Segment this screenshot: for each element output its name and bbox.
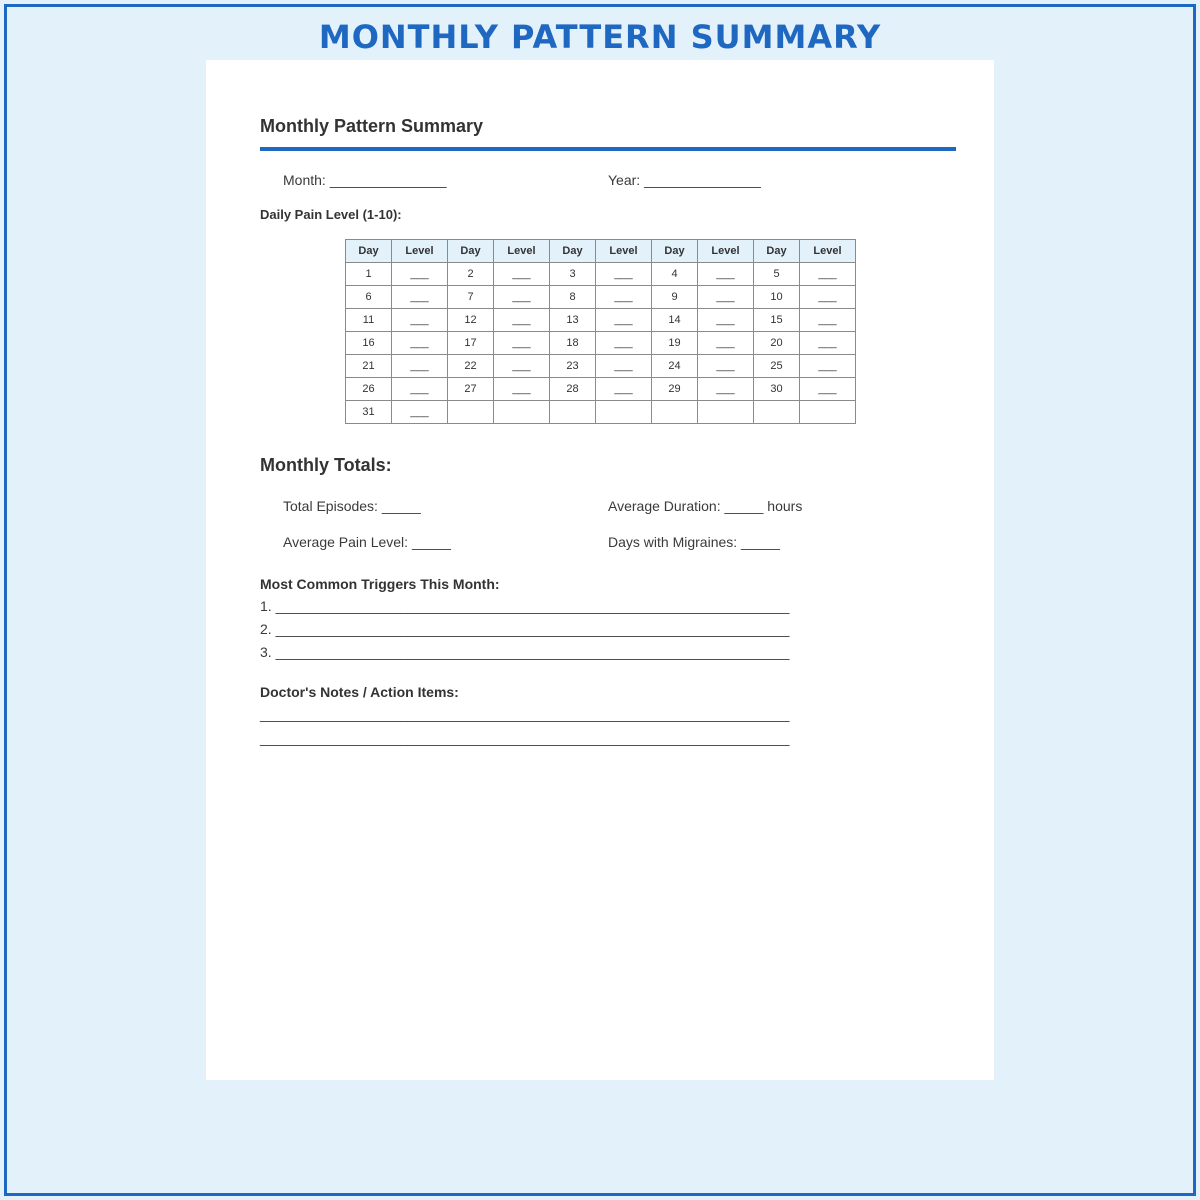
- level-cell[interactable]: ___: [800, 378, 856, 401]
- column-header: Level: [596, 240, 652, 263]
- day-cell: 20: [754, 332, 800, 355]
- document-title: Monthly Pattern Summary: [260, 116, 484, 136]
- level-cell[interactable]: ___: [392, 401, 448, 424]
- table-row: [346, 286, 856, 309]
- level-cell[interactable]: ___: [494, 263, 550, 286]
- day-cell: 2: [448, 263, 494, 286]
- column-header: Day: [652, 240, 698, 263]
- banner-title: MONTHLY PATTERN SUMMARY: [318, 18, 882, 56]
- day-cell: 24: [652, 355, 698, 378]
- level-cell[interactable]: ___: [392, 286, 448, 309]
- total-episodes-field[interactable]: Total Episodes: _____: [283, 498, 421, 514]
- level-cell[interactable]: ___: [494, 286, 550, 309]
- day-cell: 12: [448, 309, 494, 332]
- table-row: [346, 263, 856, 286]
- level-cell[interactable]: ___: [800, 332, 856, 355]
- triggers-heading: Most Common Triggers This Month:: [260, 576, 500, 592]
- level-cell[interactable]: ___: [698, 332, 754, 355]
- day-cell: 17: [448, 332, 494, 355]
- level-cell[interactable]: ___: [494, 355, 550, 378]
- level-cell[interactable]: ___: [698, 286, 754, 309]
- level-cell: [596, 401, 652, 424]
- day-cell: 25: [754, 355, 800, 378]
- level-cell[interactable]: ___: [596, 378, 652, 401]
- day-cell: [754, 401, 800, 424]
- title-divider: [260, 147, 956, 151]
- table-row: [346, 309, 856, 332]
- day-cell: 9: [652, 286, 698, 309]
- level-cell[interactable]: ___: [392, 378, 448, 401]
- column-header: Day: [346, 240, 392, 263]
- level-cell[interactable]: ___: [800, 355, 856, 378]
- level-cell[interactable]: ___: [800, 309, 856, 332]
- level-cell[interactable]: ___: [596, 355, 652, 378]
- column-header: Day: [754, 240, 800, 263]
- level-cell[interactable]: ___: [596, 286, 652, 309]
- day-cell: 13: [550, 309, 596, 332]
- table-row: [346, 401, 856, 424]
- day-cell: 4: [652, 263, 698, 286]
- trigger-line[interactable]: 3. __________________________________________________________________: [260, 644, 790, 660]
- daily-pain-table: [345, 239, 856, 424]
- column-header: Level: [392, 240, 448, 263]
- notes-line[interactable]: ____________________________________________________________________: [260, 706, 790, 722]
- column-header: Level: [494, 240, 550, 263]
- average-pain-field[interactable]: Average Pain Level: _____: [283, 534, 451, 550]
- trigger-line[interactable]: 1. __________________________________________________________________: [260, 598, 790, 614]
- level-cell[interactable]: ___: [698, 378, 754, 401]
- day-cell: 31: [346, 401, 392, 424]
- day-cell: 15: [754, 309, 800, 332]
- day-cell: [652, 401, 698, 424]
- day-cell: 18: [550, 332, 596, 355]
- level-cell: [800, 401, 856, 424]
- average-duration-field[interactable]: Average Duration: _____ hours: [608, 498, 803, 514]
- day-cell: 19: [652, 332, 698, 355]
- level-cell[interactable]: ___: [596, 332, 652, 355]
- column-header: Day: [550, 240, 596, 263]
- level-cell[interactable]: ___: [596, 263, 652, 286]
- day-cell: 6: [346, 286, 392, 309]
- day-cell: 21: [346, 355, 392, 378]
- level-cell[interactable]: ___: [494, 309, 550, 332]
- level-cell[interactable]: ___: [392, 355, 448, 378]
- day-cell: 27: [448, 378, 494, 401]
- day-cell: 30: [754, 378, 800, 401]
- document-sheet: [206, 60, 994, 1080]
- day-cell: [550, 401, 596, 424]
- days-with-migraines-field[interactable]: Days with Migraines: _____: [608, 534, 780, 550]
- column-header: Level: [698, 240, 754, 263]
- level-cell[interactable]: ___: [800, 286, 856, 309]
- level-cell: [698, 401, 754, 424]
- day-cell: 5: [754, 263, 800, 286]
- day-cell: 29: [652, 378, 698, 401]
- column-header: Level: [800, 240, 856, 263]
- table-row: [346, 355, 856, 378]
- level-cell[interactable]: ___: [392, 332, 448, 355]
- day-cell: 3: [550, 263, 596, 286]
- day-cell: 22: [448, 355, 494, 378]
- day-cell: 1: [346, 263, 392, 286]
- day-cell: 10: [754, 286, 800, 309]
- level-cell[interactable]: ___: [494, 378, 550, 401]
- level-cell[interactable]: ___: [698, 355, 754, 378]
- level-cell[interactable]: ___: [494, 332, 550, 355]
- level-cell[interactable]: ___: [392, 263, 448, 286]
- day-cell: [448, 401, 494, 424]
- day-cell: 26: [346, 378, 392, 401]
- level-cell[interactable]: ___: [698, 309, 754, 332]
- year-field[interactable]: Year: _______________: [608, 172, 761, 188]
- level-cell: [494, 401, 550, 424]
- table-row: [346, 332, 856, 355]
- level-cell[interactable]: ___: [800, 263, 856, 286]
- table-row: [346, 378, 856, 401]
- day-cell: 7: [448, 286, 494, 309]
- table-header-row: [346, 240, 856, 263]
- daily-pain-heading: Daily Pain Level (1-10):: [260, 207, 402, 222]
- level-cell[interactable]: ___: [698, 263, 754, 286]
- day-cell: 16: [346, 332, 392, 355]
- day-cell: 23: [550, 355, 596, 378]
- doctor-notes-heading: Doctor's Notes / Action Items:: [260, 684, 459, 700]
- level-cell[interactable]: ___: [392, 309, 448, 332]
- day-cell: 14: [652, 309, 698, 332]
- monthly-totals-heading: Monthly Totals:: [260, 455, 392, 475]
- notes-line[interactable]: ____________________________________________________________________: [260, 730, 790, 746]
- month-field[interactable]: Month: _______________: [283, 172, 447, 188]
- day-cell: 11: [346, 309, 392, 332]
- column-header: Day: [448, 240, 494, 263]
- daily-pain-body: [346, 263, 856, 424]
- day-cell: 8: [550, 286, 596, 309]
- trigger-line[interactable]: 2. __________________________________________________________________: [260, 621, 790, 637]
- day-cell: 28: [550, 378, 596, 401]
- level-cell[interactable]: ___: [596, 309, 652, 332]
